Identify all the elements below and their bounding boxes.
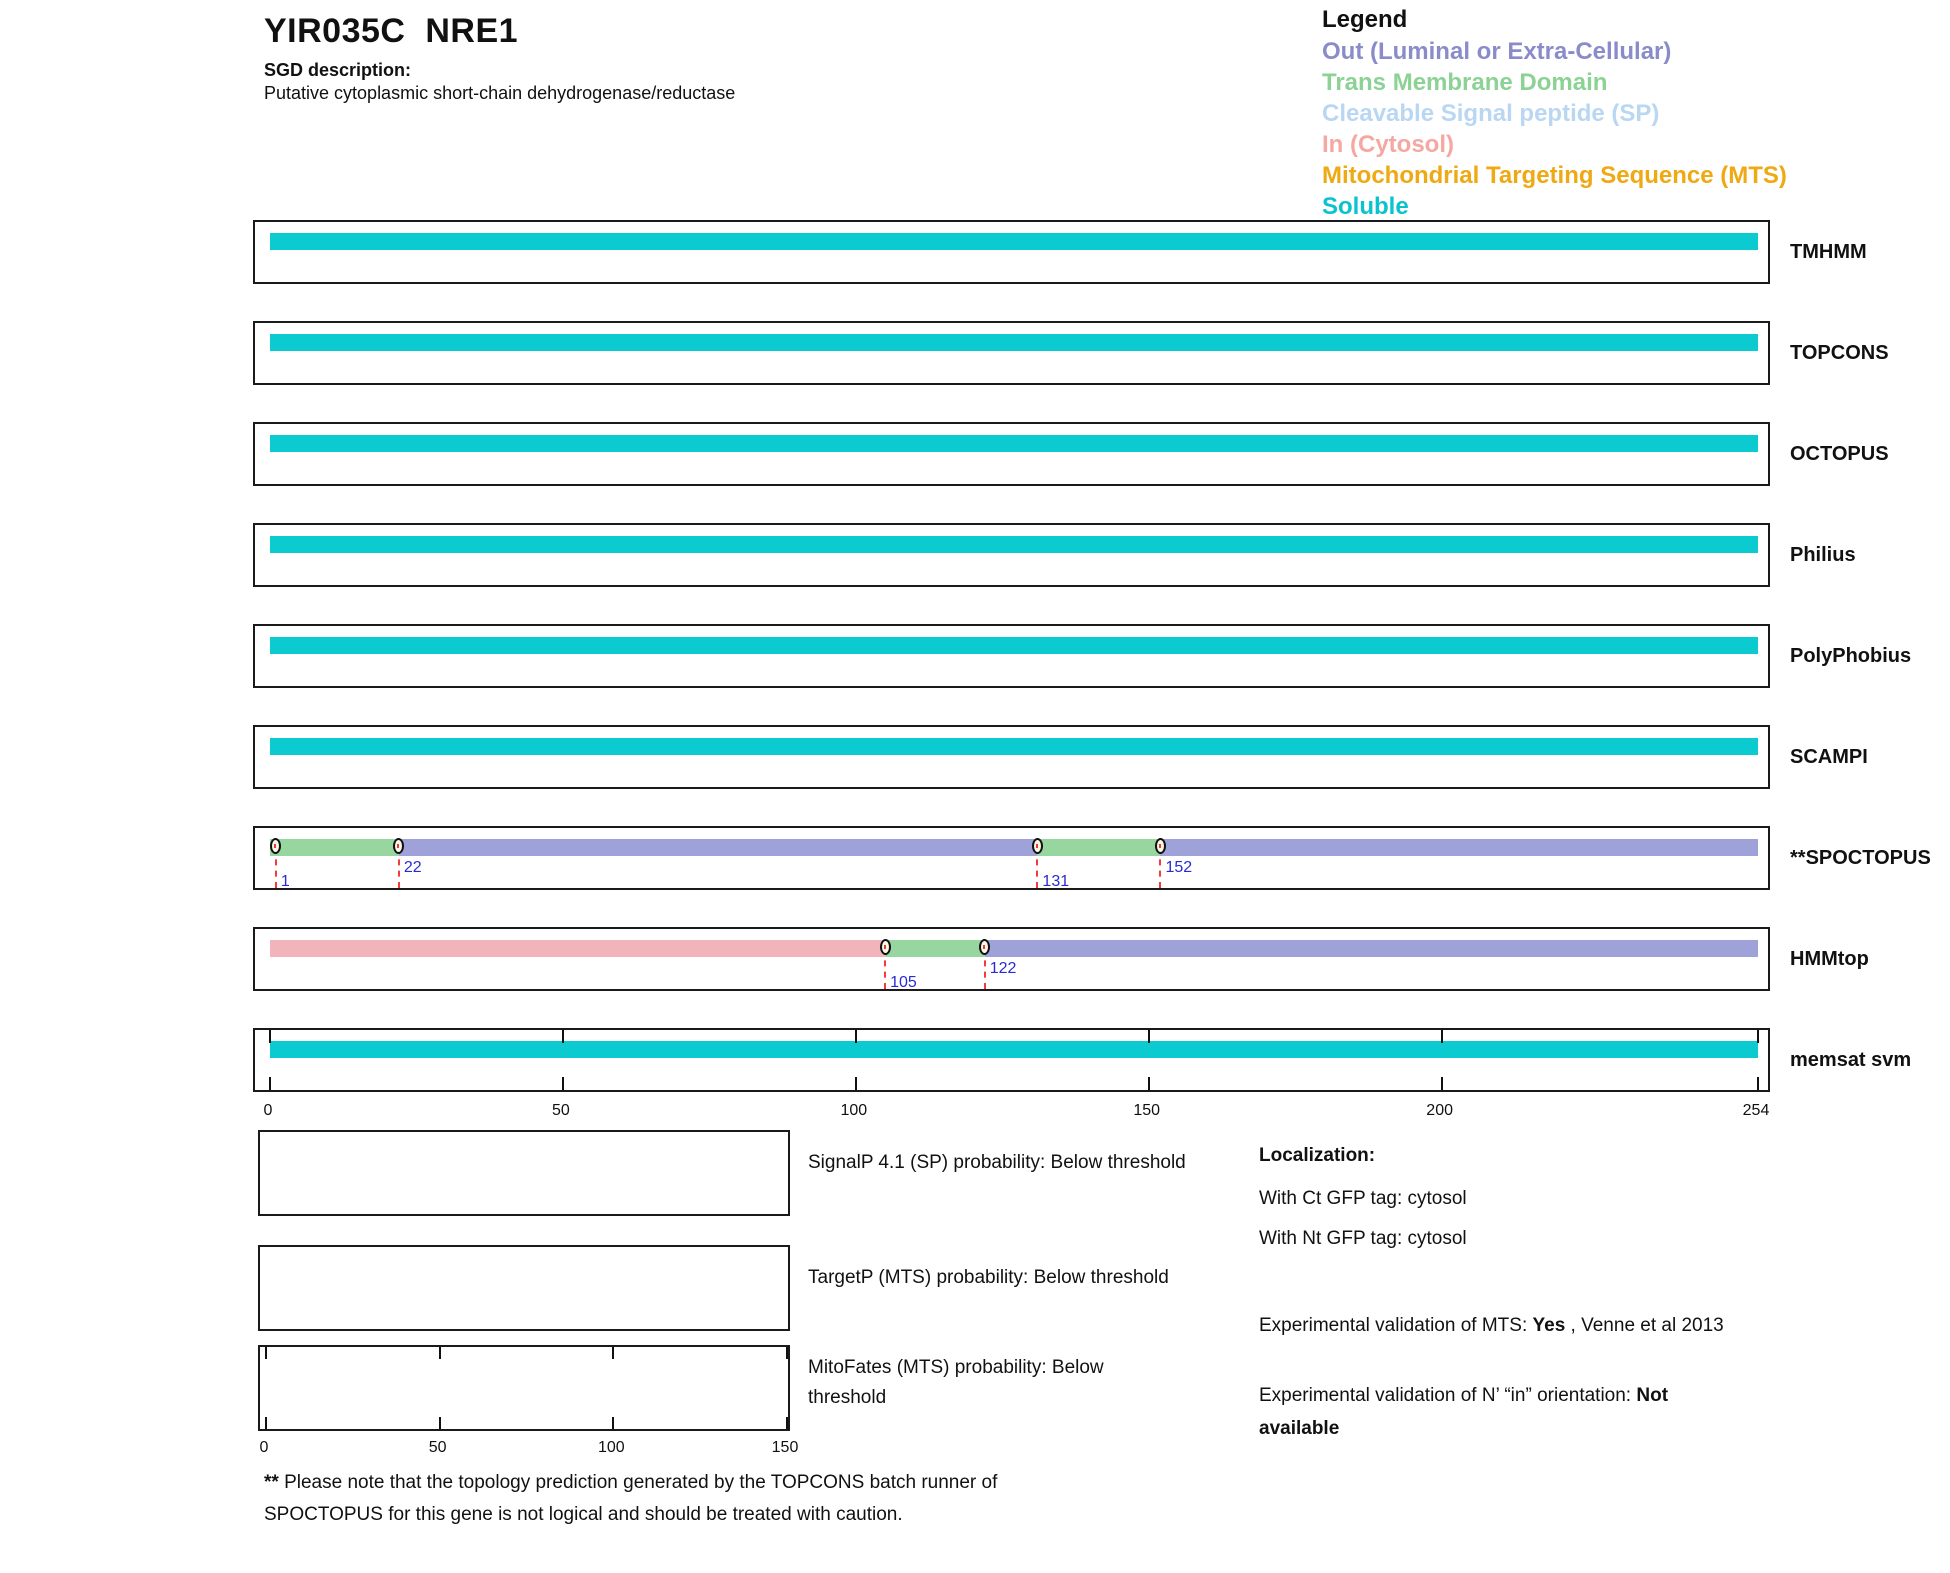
residue-axis-label: 200 <box>1426 1102 1453 1119</box>
axis-tick <box>265 1347 267 1359</box>
boundary-position-label: 22 <box>403 859 422 876</box>
probability-axis-label: 150 <box>771 1439 799 1456</box>
localization-heading: Localization: <box>1259 1145 1376 1166</box>
orientation-validation-line1 <box>1259 1385 1668 1407</box>
track-label-memsat-svm: memsat svm <box>1790 1049 1912 1071</box>
marker-center-tick <box>1159 844 1161 848</box>
boundary-position-label: 131 <box>1042 873 1070 890</box>
marker-center-tick <box>274 844 276 848</box>
residue-axis-label: 150 <box>1133 1102 1161 1119</box>
page-title: YIR035C NRE1 <box>264 12 519 50</box>
track-label-scampi: SCAMPI <box>1790 746 1868 768</box>
mts-validation-line <box>1259 1315 1724 1337</box>
residue-axis-label: 0 <box>263 1102 273 1119</box>
probability-plot-label-line2: threshold <box>808 1387 887 1408</box>
topology-boundary-marker <box>1155 838 1166 854</box>
axis-tick <box>612 1417 614 1429</box>
localization-nt-gfp: With Nt GFP tag: cytosol <box>1259 1228 1467 1249</box>
track-label-polyphobius: PolyPhobius <box>1790 645 1912 667</box>
residue-axis-label: 50 <box>552 1102 570 1119</box>
axis-tick <box>612 1347 614 1359</box>
boundary-dashed-line <box>398 848 400 888</box>
orientation-validation-prefix: Experimental validation of N’ “in” orientation: <box>1259 1385 1637 1406</box>
footnote-line2: SPOCTOPUS for this gene is not logical and should be treated with caution. <box>264 1504 903 1525</box>
marker-center-tick <box>397 844 399 848</box>
mts-validation-prefix: Experimental validation of MTS: <box>1259 1315 1533 1336</box>
probability-plot-box-2 <box>258 1345 790 1431</box>
boundary-dashed-line <box>275 848 277 888</box>
localization-ct-gfp: With Ct GFP tag: cytosol <box>1259 1188 1467 1209</box>
boundary-dashed-line <box>1036 848 1038 888</box>
legend-item-soluble: Soluble <box>1322 193 1409 220</box>
legend-heading: Legend <box>1322 6 1408 33</box>
topology-boundary-marker <box>880 939 891 955</box>
boundary-position-label: 152 <box>1165 859 1193 876</box>
axis-tick <box>439 1417 441 1429</box>
axis-tick <box>786 1417 788 1429</box>
probability-axis-label: 0 <box>259 1439 269 1456</box>
legend-item-out: Out (Luminal or Extra-Cellular) <box>1322 38 1672 65</box>
track-label-topcons: TOPCONS <box>1790 342 1889 364</box>
probability-axis-label: 50 <box>428 1439 447 1456</box>
sgd-description-text: Putative cytoplasmic short-chain dehydrogenase/reductase <box>264 83 736 103</box>
boundary-position-label: 1 <box>280 873 290 890</box>
legend-item-in: In (Cytosol) <box>1322 131 1454 158</box>
marker-center-tick <box>983 945 985 949</box>
axis-tick <box>439 1347 441 1359</box>
legend-item-tm: Trans Membrane Domain <box>1322 69 1608 96</box>
track-label-philius: Philius <box>1790 544 1856 566</box>
probability-plot-label: TargetP (MTS) probability: Below threshold <box>808 1267 1169 1288</box>
axis-tick <box>786 1347 788 1359</box>
marker-center-tick <box>1036 844 1038 848</box>
orientation-validation-value1: Not <box>1636 1385 1669 1406</box>
boundary-position-label: 122 <box>989 960 1017 977</box>
boundary-dashed-line <box>1159 848 1161 888</box>
probability-axis-label: 100 <box>597 1439 625 1456</box>
footnote-line1 <box>264 1472 997 1494</box>
mts-validation-value: Yes <box>1532 1315 1566 1336</box>
footnote-line1-text: Please note that the topology prediction generated by the TOPCONS batch runner of <box>278 1472 998 1493</box>
legend-item-mts: Mitochondrial Targeting Sequence (MTS) <box>1322 162 1787 189</box>
boundary-dashed-line <box>884 949 886 989</box>
track-label-octopus: OCTOPUS <box>1790 443 1889 465</box>
orientation-validation-line2: available <box>1259 1418 1340 1439</box>
footnote-stars: ** <box>264 1472 279 1493</box>
probability-plot-box-0 <box>258 1130 790 1216</box>
sgd-description-heading: SGD description: <box>264 60 412 80</box>
mts-validation-suffix: , Venne et al 2013 <box>1565 1315 1724 1336</box>
track-label-tmhmm: TMHMM <box>1790 241 1867 263</box>
boundary-dashed-line <box>984 949 986 989</box>
probability-plot-label: SignalP 4.1 (SP) probability: Below threshold <box>808 1152 1186 1173</box>
legend-item-sp: Cleavable Signal peptide (SP) <box>1322 100 1660 127</box>
probability-plot-box-1 <box>258 1245 790 1331</box>
residue-axis-label: 254 <box>1742 1102 1770 1119</box>
track-label-hmmtop: HMMtop <box>1790 948 1869 970</box>
axis-tick <box>265 1417 267 1429</box>
boundary-position-label: 105 <box>890 974 917 991</box>
marker-center-tick <box>884 945 886 949</box>
probability-plot-label: MitoFates (MTS) probability: Below <box>808 1357 1104 1378</box>
residue-axis-label: 100 <box>840 1102 868 1119</box>
track-label--spoctopus: **SPOCTOPUS <box>1790 847 1931 869</box>
topology-boundary-marker <box>1032 838 1043 854</box>
